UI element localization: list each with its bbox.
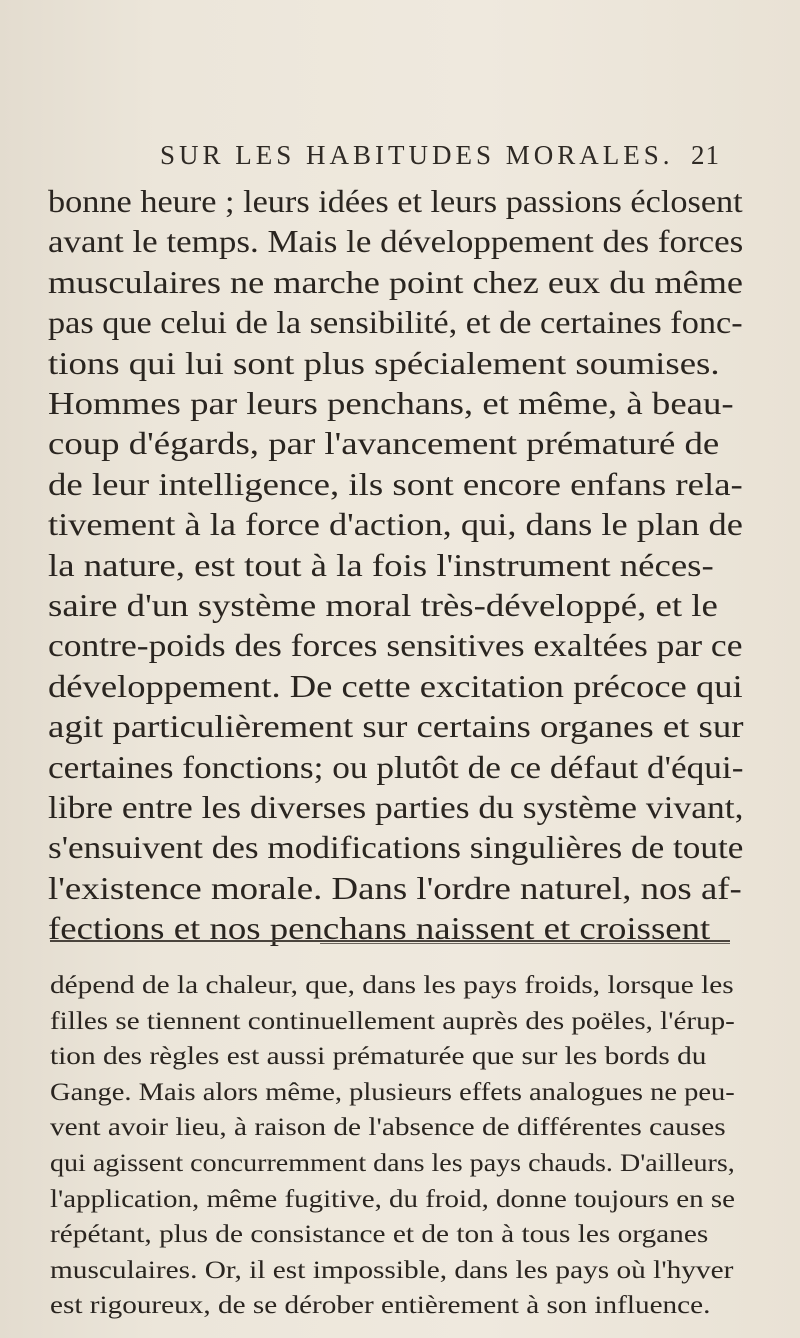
text-line: agit particulièrement sur certains organes et sur: [48, 708, 744, 745]
text-line: s'ensuivent des modifications singulières de toute: [48, 829, 744, 866]
text-line: développement. De cette excitation précoce qui: [48, 667, 743, 704]
text-line: Hommes par leurs penchans, et même, à beau-: [48, 385, 734, 421]
text-line: contre-poids des forces sensitives exaltées par ce: [48, 627, 743, 664]
text-line: tions qui lui sont plus spécialement soumises.: [48, 344, 720, 381]
footnote-line: qui agissent concurremment dans les pays chauds. D'ailleurs,: [50, 1148, 735, 1177]
footnote-line: Gange. Mais alors même, plusieurs effets analogues ne peu-: [50, 1076, 735, 1106]
text-line: l'existence morale. Dans l'ordre naturel, nos af-: [48, 869, 742, 906]
page-number: 21: [691, 140, 720, 170]
text-line: coup d'égards, par l'avancement prématuré de: [48, 425, 720, 462]
page-header: [160, 140, 720, 180]
text-line: musculaires ne marche point chez eux du même: [48, 263, 743, 300]
footnote-separator-shadow: [320, 943, 730, 944]
footnote-line: est rigoureux, de se dérober entièrement à son influence.: [50, 1290, 711, 1320]
footnote-line: filles se tiennent continuellement auprès des poëles, l'érup-: [50, 1005, 735, 1035]
running-title: SUR LES HABITUDES MORALES.: [160, 140, 674, 170]
footnote-line: dépend de la chaleur, que, dans les pays froids, lorsque les: [50, 970, 734, 999]
text-line: saire d'un système moral très-développé, et le: [48, 587, 718, 623]
footnote-line: vent avoir lieu, à raison de l'absence de différentes causes: [50, 1112, 726, 1142]
text-line: de leur intelligence, ils sont encore enfans rela-: [48, 465, 743, 502]
footnote-line: l'application, même fugitive, du froid, donne toujours en se: [50, 1183, 736, 1213]
footnote-line: répétant, plus de consistance et de ton à tous les organes: [50, 1219, 709, 1249]
text-line: la nature, est tout à la fois l'instrument néces-: [48, 546, 714, 583]
text-line: fections et nos penchans naissent et croissent: [48, 910, 711, 947]
footnote-separator: [50, 940, 730, 942]
text-line: pas que celui de la sensibilité, et de certaines fonc-: [48, 304, 743, 341]
text-line: tivement à la force d'action, qui, dans le plan de: [48, 506, 743, 543]
footnote-line: tion des règles est aussi prématurée que sur les bords du: [50, 1041, 707, 1071]
text-line: libre entre les diverses parties du système vivant,: [48, 789, 744, 825]
text-line: avant le temps. Mais le développement des forces: [48, 223, 744, 260]
text-line: certaines fonctions; ou plutôt de ce défaut d'équi-: [48, 748, 744, 785]
footnote-line: musculaires. Or, il est impossible, dans les pays où l'hyver: [50, 1254, 734, 1284]
text-line: bonne heure ; leurs idées et leurs passions éclosent: [48, 183, 743, 219]
